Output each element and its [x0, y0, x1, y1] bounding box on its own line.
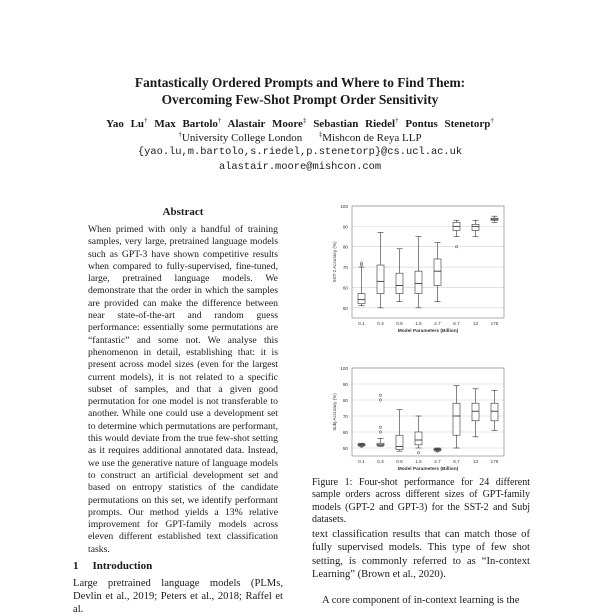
affiliation: †University College London	[178, 130, 303, 144]
figure-caption: Figure 1: Four-shot performance for 24 different sample orders across different sizes of GPT-family models (GPT-2 and GPT-3) for the SST-2 and Subj datasets.	[312, 477, 530, 526]
y-tick-label: 90	[342, 382, 348, 387]
author: Yao Lu†	[106, 116, 148, 130]
x-tick-label: 0.8	[396, 321, 403, 326]
sst2-boxplot	[332, 204, 504, 334]
x-tick-label: 2.7	[434, 321, 441, 326]
y-tick-label: 70	[342, 265, 348, 271]
section-title: Introduction	[92, 560, 153, 572]
paper-title	[60, 74, 540, 108]
author: Pontus Stenetorp†	[405, 116, 494, 130]
x-tick-label: 13	[472, 321, 479, 326]
plot-frame	[352, 206, 504, 318]
body-text-continued: A core component of in-context learning is the	[322, 595, 520, 606]
box	[396, 435, 403, 449]
x-tick-label: 1.5	[415, 321, 422, 326]
outlier-point	[379, 394, 381, 396]
y-tick-label: 80	[342, 398, 348, 403]
x-tick-label: 0.1	[358, 459, 365, 464]
section-heading	[73, 560, 166, 572]
section-number: 1	[73, 560, 79, 572]
outlier-point	[417, 452, 419, 454]
x-tick-label: 6.7	[453, 321, 460, 326]
y-axis-label: SST-2 Accuracy (%)	[332, 241, 337, 283]
box	[453, 403, 460, 435]
box	[396, 273, 403, 293]
subj-boxplot	[332, 366, 504, 472]
box	[377, 443, 384, 445]
box	[472, 403, 479, 421]
y-tick-label: 50	[342, 305, 348, 311]
y-tick-label: 90	[342, 224, 348, 230]
box	[358, 294, 365, 304]
x-tick-label: 13	[472, 459, 479, 464]
x-tick-label: 0.1	[358, 321, 365, 326]
x-tick-label: 0.8	[396, 459, 403, 464]
email-line-2: alastair.moore@mishcon.com	[218, 161, 382, 173]
title-line-1: Fantastically Ordered Prompts and Where to Find Them:	[134, 75, 466, 90]
box	[491, 403, 498, 421]
box	[377, 265, 384, 294]
x-axis-label: Model Parameters (Billion)	[397, 467, 459, 472]
body-text: text classification results that can match those of fully supervised models. This type of few shot setting, is commonly referred to as “In-context Learning” (Brown et al., 2020).	[312, 529, 530, 580]
x-tick-label: 175	[490, 321, 499, 326]
email-line-1: {yao.lu,m.bartolo,s.riedel,p.stenetorp}@cs.ucl.ac.uk	[137, 146, 463, 158]
y-tick-label: 100	[340, 366, 348, 371]
box	[415, 432, 422, 445]
x-tick-label: 0.3	[377, 459, 384, 464]
box	[434, 259, 441, 285]
y-tick-label: 100	[340, 204, 348, 209]
x-axis-label: Model Parameters (Billion)	[397, 329, 459, 334]
box	[472, 224, 479, 230]
x-tick-label: 175	[490, 459, 499, 464]
intro-text: Large pretrained language models (PLMs, Devlin et al., 2019; Peters et al., 2018; Raffel et al.	[73, 578, 283, 615]
abstract-text: When primed with only a handful of training samples, very large, pretrained language models such as GPT-3 have shown competitive results when compared to fully-supervised, fine-tuned, large, pretrained language models. We demonstrate that the order in which the samples are provided can make the difference between near state-of-the-art and random guess performance: essentially some permutations are “fantastic” and some not. We analyse this phenomenon in detail, establishing that: it is present across model sizes (even for the largest current models), it is not related to a specific subset of samples, and that a given good permutation for one model is not transferable to another. While one could use a development set to determine which permutations are performant, this would deviate from the true few-shot setting as it requires additional annotated data. Instead, we use the generative nature of language models to construct an artificial development set and based on entropy statistics of the candidate permutations on this set, we identify performant prompts. Our method yields a 13% relative improvement for GPT-family models across eleven different established text classification tasks.	[88, 224, 278, 555]
y-axis-label: Subj Accuracy (%)	[332, 393, 337, 431]
abstract-heading: Abstract	[162, 206, 204, 218]
y-tick-label: 50	[342, 446, 348, 451]
author: Sebastian Riedel†	[313, 116, 399, 130]
author: Max Bartolo†	[154, 116, 222, 130]
affiliation: ‡Mishcon de Reya LLP	[318, 130, 422, 144]
plot-frame	[352, 368, 504, 456]
x-tick-label: 1.5	[415, 459, 422, 464]
x-tick-label: 6.7	[453, 459, 460, 464]
y-tick-label: 60	[342, 285, 348, 291]
figure-1	[314, 198, 534, 473]
x-tick-label: 0.3	[377, 321, 384, 326]
author: Alastair Moore‡	[227, 116, 307, 130]
box	[415, 271, 422, 293]
title-line-2: Overcoming Few-Shot Prompt Order Sensitivity	[161, 92, 439, 107]
outlier-point	[379, 426, 381, 428]
y-tick-label: 70	[342, 414, 348, 419]
y-tick-label: 60	[342, 430, 348, 435]
affiliations	[60, 130, 540, 144]
x-tick-label: 2.7	[434, 459, 441, 464]
y-tick-label: 80	[342, 244, 348, 250]
author-list	[60, 116, 540, 130]
